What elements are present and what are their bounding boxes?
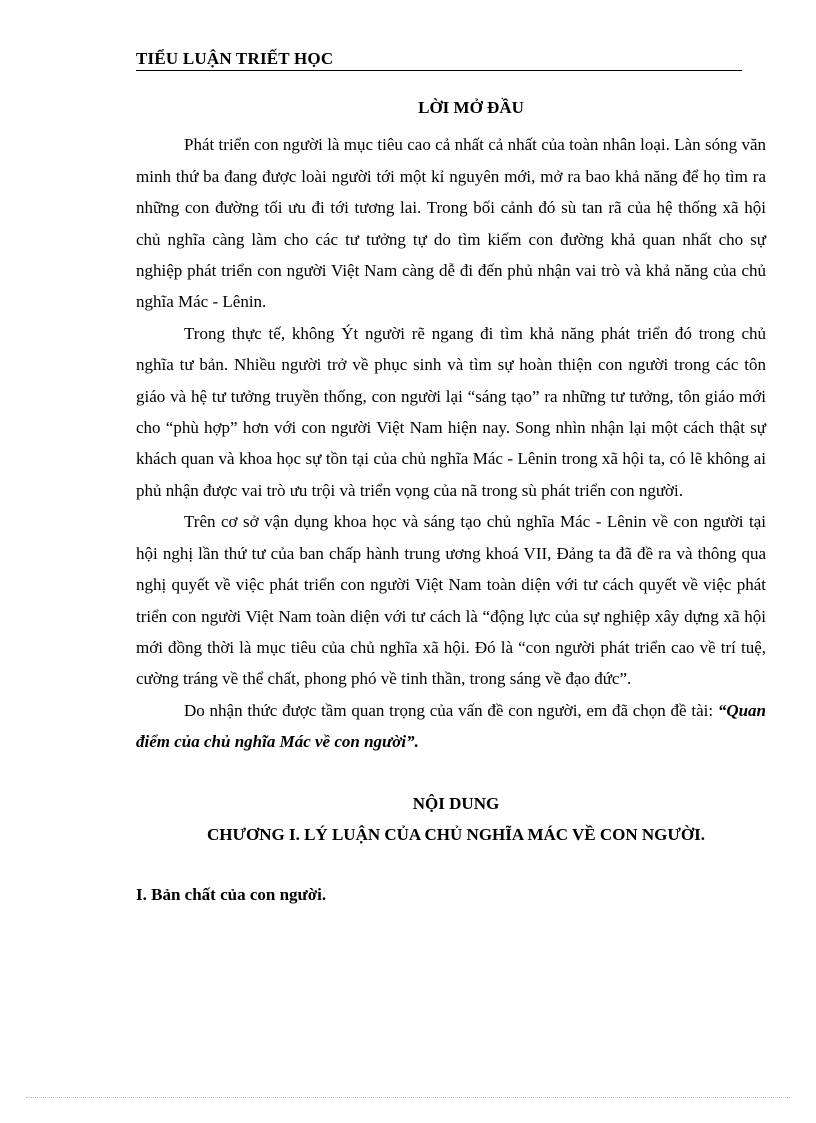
page-header: TIỂU LUẬN TRIẾT HỌC <box>136 49 742 71</box>
preface-title: LỜI MỞ ĐẦU <box>418 98 524 117</box>
preface-paragraph-4 <box>136 695 766 758</box>
preface-paragraph-3: Trên cơ sở vận dụng khoa học và sáng tạo chủ nghĩa Mác - Lênin về con người tại hội nghị lần thứ tư của ban chấp hành trung ương khoá VII, Đảng ta đã đề ra và thông qua nghị quyết về việc phát triển con người Việt Nam toàn diện với tư cách quyết về việc phát triển con người Việt Nam toàn diện với tư cách là “động lực của sự nghiệp xây dựng xã hội mới đồng thời là mục tiêu của chủ nghĩa xã hội. Đó là “con người phát triển cao về trí tuệ, cường tráng về thể chất, phong phó về tinh thần, trong sáng về đạo đức”. <box>136 512 766 689</box>
content-title: NỘI DUNG <box>412 793 500 813</box>
preface-paragraph-2: Trong thực tế, không Ýt người rẽ ngang đi tìm khả năng phát triển đó trong chủ nghĩa tư bản. Nhiều người trở về phục sinh và tìm sự hoàn thiện con người trong các tôn giáo và hệ tư tưởng truyền thống, con người lại “sáng tạo” ra những tư tưởng, tôn giáo mới cho “phù hợp” hơn với con người Việt Nam hiện nay. Song nhìn nhận lại một cách thật sự khách quan và khoa học sự tồn tại của chủ nghĩa Mác - Lênin trong xã hội ta, có lẽ không ai phủ nhận được vai trò ưu trội và triển vọng của nã trong sù phát triển con người. <box>136 323 766 500</box>
chapter-title: CHƯƠNG I. LÝ LUẬN CỦA CHỦ NGHĨA MÁC VỀ CON NGƯỜI. <box>206 824 706 844</box>
preface-paragraph-1: Phát triển con người là mục tiêu cao cả nhất cả nhất của toàn nhân loại. Làn sóng văn minh thứ ba đang được loài người tới một kỉ nguyên mới, mở ra bao khả năng để họ tìm ra những con đường tối ưu đi tới tương lai. Trong bối cảnh đó sù tan rã của hệ thống xã hội chủ nghĩa càng làm cho các tư tưởng tự do tìm kiếm con đường khả quan nhất cho sự nghiệp phát triển con người Việt Nam càng dễ đi đến phủ nhận vai trò và khả năng của chủ nghĩa Mác - Lênin. <box>136 135 766 312</box>
essay-topic: “Quan điểm của chủ nghĩa Mác về con người”. <box>136 700 766 752</box>
section-heading: I. Bản chất của con người. <box>136 885 327 905</box>
preface-paragraph-4-text: Do nhận thức được tầm quan trọng của vấn đề con người, em đã chọn đề tài: <box>184 700 718 720</box>
page-bottom-divider <box>26 1097 790 1098</box>
document-body <box>136 92 766 911</box>
